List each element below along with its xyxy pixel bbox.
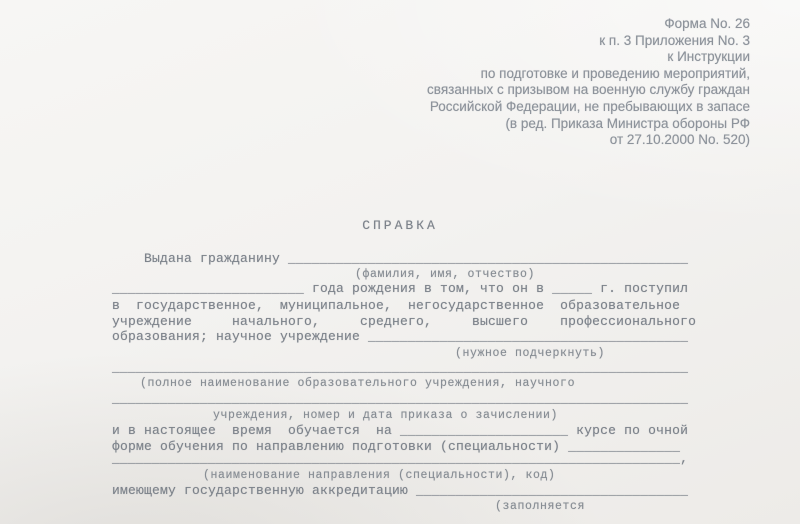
line-institution-type-2: учреждение начального, среднего, высшего профессионального <box>112 314 697 329</box>
header-note-line: к Инструкции <box>667 49 750 65</box>
line-institution-type-3: образования; научное учреждение ________________________________________ <box>112 329 689 344</box>
line-issued-to: Выдана гражданину __________________________________________________ <box>112 251 689 266</box>
header-note-line: связанных с призывом на военную службу граждан <box>427 82 750 98</box>
caption-institution-name-2: учреждения, номер и дата приказа о зачислении) <box>213 409 559 422</box>
header-note <box>427 16 750 149</box>
header-note-line: Форма No. 26 <box>664 16 750 31</box>
header-note-line: к п. 3 Приложения No. 3 <box>599 32 750 48</box>
blank-line-1: ________________________________________________________________________ <box>112 360 689 375</box>
line-accreditation: имеющему государственную аккредитацию __________________________________ <box>112 483 689 498</box>
header-note-line: от 27.10.2000 No. 520) <box>609 132 750 148</box>
caption-specialty-code: (наименование направления (специальности), код) <box>203 469 556 482</box>
line-birth-year: ________________________ года рождения в том, что он в _____ г. поступил <box>112 281 689 296</box>
caption-filled-in: (заполняется <box>495 500 586 513</box>
blank-line-2: ________________________________________________________________________ <box>112 391 689 406</box>
header-note-line: по подготовке и проведению мероприятий, <box>480 65 750 81</box>
header-note-line: Российской Федерации, не пребывающих в запасе <box>429 98 750 114</box>
line-current-study: и в настоящее время обучается на _____________________ курсе по очной <box>112 423 689 438</box>
blank-line-3: _______________________________________________________________________, <box>112 451 689 466</box>
caption-underline-needed: (нужное подчеркнуть) <box>455 347 606 360</box>
caption-institution-name-1: (полное наименование образовательного учреждения, научного <box>140 377 576 390</box>
document-title: СПРАВКА <box>362 218 438 233</box>
header-note-line: (в ред. Приказа Министра обороны РФ <box>505 115 750 131</box>
line-institution-type-1: в государственное, муниципальное, негосударственное образовательное <box>112 298 681 313</box>
line-study-form: форме обучения по направлению подготовки (специальности) ______________ <box>112 439 681 454</box>
caption-full-name: (фамилия, имя, отчество) <box>355 268 536 281</box>
